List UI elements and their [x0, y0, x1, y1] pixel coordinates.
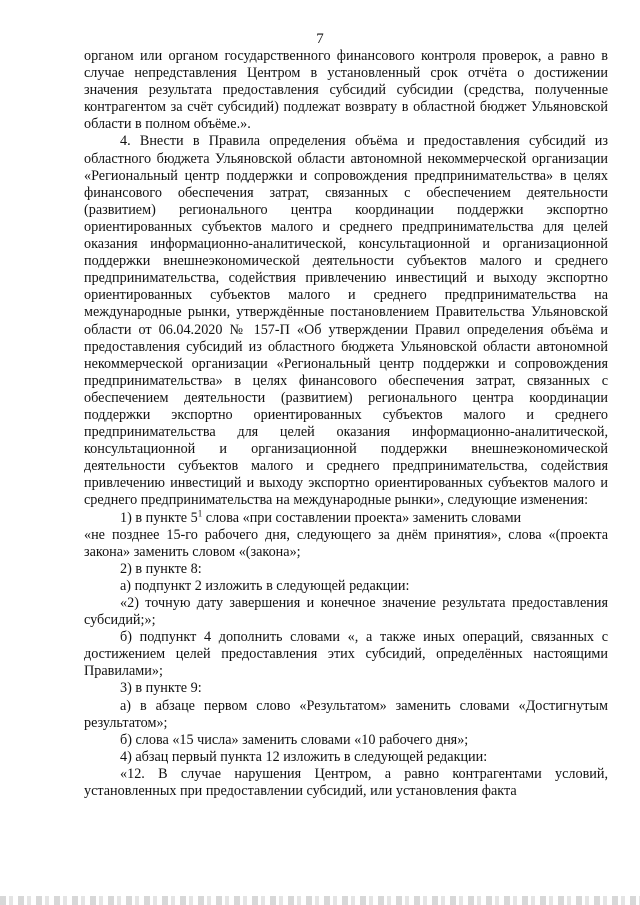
paragraph-item-3b: б) слова «15 числа» заменить словами «10 рабочего дня»; — [120, 731, 469, 748]
document-body — [84, 48, 608, 800]
paragraph-item-2: 2) в пункте 8: — [120, 560, 202, 577]
paragraph-item-2a: а) подпункт 2 изложить в следующей редакции: — [120, 577, 410, 594]
paragraph-item-3a: а) в абзаце первом слово «Результатом» заменить словами «Достигнутым результатом»; — [84, 697, 608, 731]
paragraph-item-12-quote: «12. В случае нарушения Центром, а равно контрагентами условий, установленных при предоставлении субсидий, или установления факта — [84, 765, 608, 800]
item-1-before: 1) в пункте 5 — [120, 509, 198, 526]
item-1-after: слова «при составлении проекта» заменить словами — [202, 509, 522, 526]
scan-edge-strip — [0, 896, 640, 905]
paragraph-item-4: 4) абзац первый пункта 12 изложить в следующей редакции: — [120, 748, 488, 765]
paragraph-item-1-continued: «не позднее 15-го рабочего дня, следующего за днём принятия», слова «(проекта закона» заменить словом «(закона»; — [84, 526, 608, 560]
paragraph-continuation: органом или органом государственного финансового контроля проверок, а равно в случае непредставления Центром в установленный срок отчёта о достижении значения результата предоставления субсидий субсидии (средства, полученные контрагентом за счёт субсидий) подлежат возврату в областной бюджет Ульяновской области в полном объёме.». — [84, 48, 608, 133]
paragraph-item-2b: б) подпункт 4 дополнить словами «, а также иных операций, связанных с достижением целей предоставления этих субсидий, определённых настоящими Правилами»; — [84, 629, 608, 680]
page-number: 7 — [316, 31, 324, 47]
paragraph-item-1 — [84, 507, 608, 527]
item-1-superscript: 1 — [197, 507, 203, 518]
paragraph-item-2a-quote: «2) точную дату завершения и конечное значение результата предоставления субсидий;»; — [84, 595, 608, 629]
paragraph-amendment-4: 4. Внести в Правила определения объёма и предоставления субсидий из областного бюджета Ульяновской области автономной некоммерческой организации «Региональный центр поддержки и сопровождения предпринимательства» в целях финансового обеспечения затрат, связанных с обеспечением деятельности (развитием) регионального центра координации поддержки экспортно ориентированных субъектов малого и среднего предпринимательства для целей оказания информационно-аналитической, консультационной и организационной поддержки внешнеэкономической деятельности субъектов малого и среднего предпринимательства, содействия привлечению инвестиций и выходу экспортно ориентированных субъектов малого и среднего предпринимательства на международные рынки, утверждённые постановлением Правительства Ульяновской области от 06.04.2020 № 157-П «Об утверждении Правил определения объёма и предоставления субсидий из областного бюджета Ульяновской области автономной некоммерческой организации «Региональный центр поддержки и сопровождения предпринимательства» в целях финансового обеспечения затрат, связанных с обеспечением деятельности (развитием) регионального центра координации поддержки экспортно ориентированных субъектов малого и среднего предпринимательства для целей оказания информационно-аналитической, консультационной и организационной поддержки внешнеэкономической деятельности субъектов малого и среднего предпринимательства, содействия привлечению инвестиций и выходу экспортно ориентированных субъектов малого и среднего предпринимательства на международные рынки», следующие изменения: — [84, 133, 608, 509]
paragraph-item-3: 3) в пункте 9: — [120, 680, 202, 697]
